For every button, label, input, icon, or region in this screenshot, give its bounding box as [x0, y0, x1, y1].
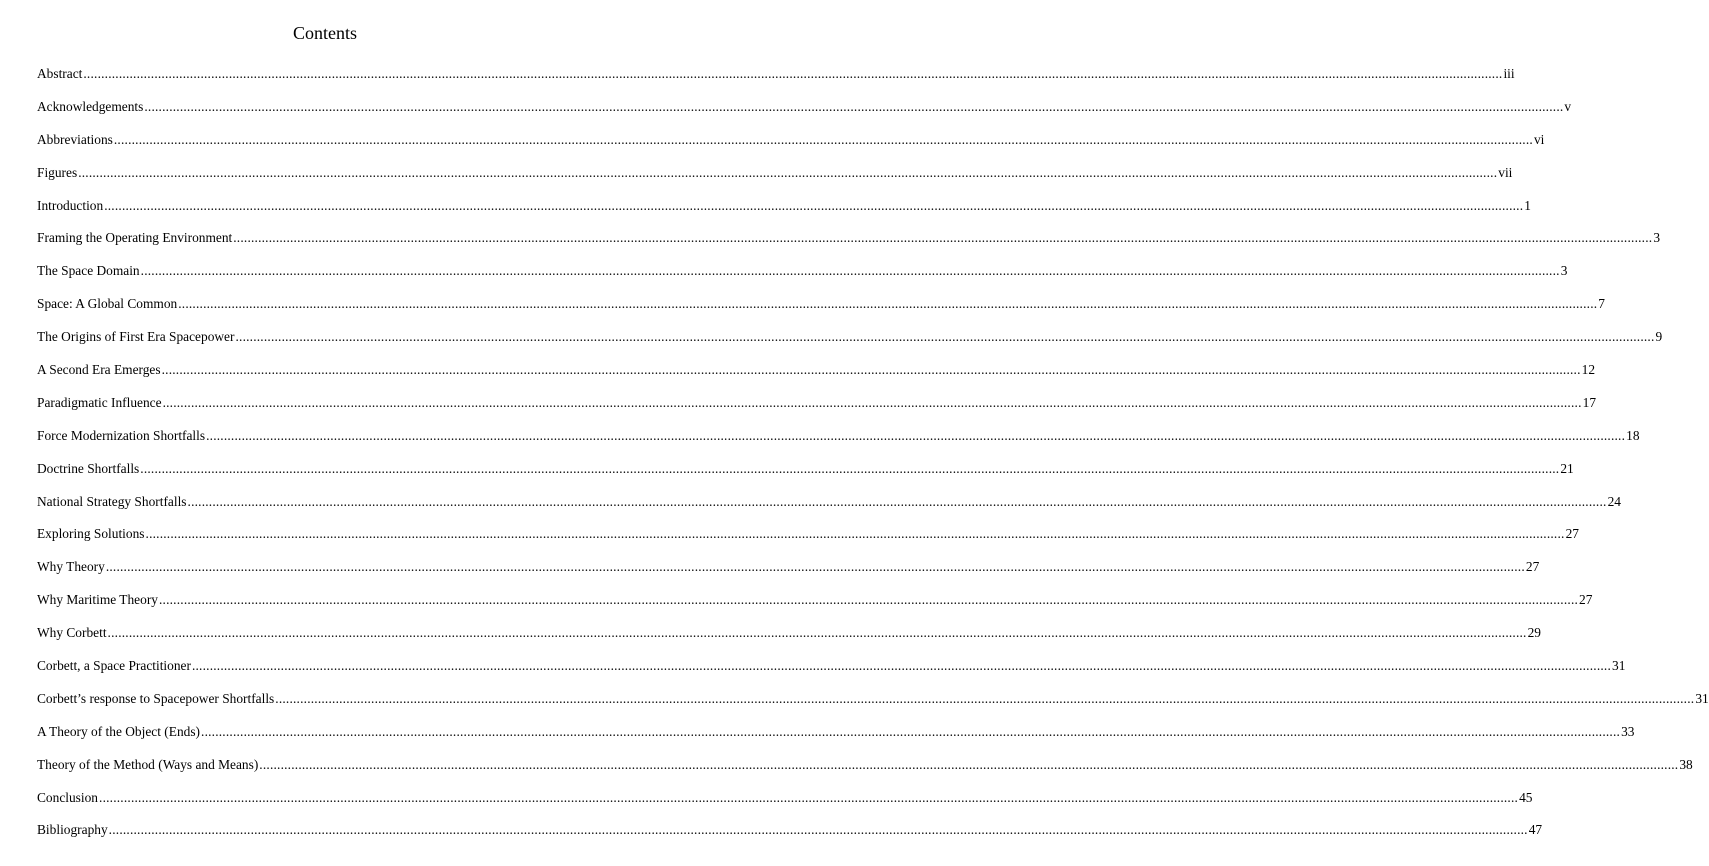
dot-leader: ................................................................................................................................................................................................................................................................................................................................................................................................................ — [275, 690, 1695, 706]
toc-entry-page-number: 18 — [1626, 427, 1640, 443]
dot-leader: ................................................................................................................................................................................................................................................................................................................................................................................................................ — [113, 131, 1533, 147]
toc-entry[interactable] — [37, 97, 1572, 130]
toc-entry[interactable] — [37, 590, 1593, 623]
toc-entry-label: National Strategy Shortfalls — [37, 493, 187, 509]
toc-entry-label: The Space Domain — [37, 263, 140, 279]
toc-entry-page-number: vi — [1533, 131, 1545, 147]
toc-entry-page-number: iii — [1503, 66, 1515, 81]
toc-entry[interactable] — [37, 788, 1533, 821]
toc-entry-page-number: 21 — [1560, 460, 1574, 476]
toc-entry[interactable] — [37, 755, 1693, 788]
toc-entry-label: Why Theory — [37, 559, 105, 575]
toc-entry[interactable] — [37, 163, 1513, 196]
toc-entry-label: Exploring Solutions — [37, 526, 145, 542]
toc-entry-page-number: 27 — [1565, 526, 1579, 542]
toc-entry-label: Space: A Global Common — [37, 296, 178, 312]
dot-leader: ................................................................................................................................................................................................................................................................................................................................................................................................................ — [99, 789, 1519, 805]
toc-entry-page-number: 9 — [1655, 329, 1663, 345]
toc-entry[interactable] — [37, 524, 1579, 557]
toc-entry-page-number: 12 — [1581, 362, 1596, 378]
toc-entry-page-number: 47 — [1528, 822, 1543, 838]
dot-leader: ................................................................................................................................................................................................................................................................................................................................................................................................................ — [108, 822, 1528, 838]
toc-entry-label: The Origins of First Era Spacepower — [37, 329, 235, 345]
dot-leader: ................................................................................................................................................................................................................................................................................................................................................................................................................ — [178, 296, 1598, 312]
toc-entry-page-number: v — [1564, 98, 1572, 114]
toc-entry[interactable] — [37, 459, 1574, 492]
dot-leader: ................................................................................................................................................................................................................................................................................................................................................................................................................ — [161, 362, 1581, 378]
toc-entry-page-number: 27 — [1579, 592, 1593, 608]
toc-entry[interactable] — [37, 689, 1709, 722]
toc-entry[interactable] — [37, 656, 1626, 689]
toc-entry-page-number: 29 — [1527, 625, 1541, 641]
toc-entry-page-number: 17 — [1582, 394, 1597, 410]
toc-entry[interactable] — [37, 228, 1661, 261]
dot-leader: ................................................................................................................................................................................................................................................................................................................................................................................................................ — [233, 230, 1653, 246]
toc-entry-label: Acknowledgements — [37, 98, 144, 114]
dot-leader: ................................................................................................................................................................................................................................................................................................................................................................................................................ — [104, 197, 1524, 213]
toc-entry[interactable] — [37, 393, 1597, 426]
dot-leader: ................................................................................................................................................................................................................................................................................................................................................................................................................ — [162, 394, 1582, 410]
dot-leader: ................................................................................................................................................................................................................................................................................................................................................................................................................ — [158, 592, 1579, 608]
toc-entry[interactable] — [37, 557, 1540, 590]
toc-entry-label: Corbett’s response to Spacepower Shortfalls — [37, 690, 275, 706]
contents-title: Contents — [292, 23, 357, 43]
toc-entry-page-number: 33 — [1621, 723, 1635, 739]
toc-entry-page-number: 3 — [1560, 263, 1568, 279]
dot-leader: ................................................................................................................................................................................................................................................................................................................................................................................................................ — [140, 460, 1560, 476]
dot-leader: ................................................................................................................................................................................................................................................................................................................................................................................................................ — [235, 329, 1655, 345]
toc-entry[interactable] — [37, 820, 1543, 853]
toc-entry-page-number: 31 — [1612, 658, 1626, 674]
toc-entry[interactable] — [37, 130, 1545, 163]
dot-leader: ................................................................................................................................................................................................................................................................................................................................................................................................................ — [78, 164, 1498, 180]
toc-entry[interactable] — [37, 360, 1596, 393]
toc-entry[interactable] — [37, 623, 1541, 656]
toc-entry-page-number: 31 — [1695, 690, 1709, 706]
toc-entry-label: Why Maritime Theory — [37, 592, 158, 608]
toc-entry-page-number: 45 — [1519, 789, 1533, 805]
toc-entry-label: Why Corbett — [37, 625, 107, 641]
toc-entry-page-number: 7 — [1598, 296, 1605, 312]
toc-entry-page-number: 38 — [1679, 756, 1693, 772]
toc-entry-page-number: 24 — [1607, 493, 1621, 509]
toc-entry-label: Conclusion — [37, 789, 99, 805]
dot-leader: ................................................................................................................................................................................................................................................................................................................................................................................................................ — [259, 756, 1679, 772]
toc-entry[interactable] — [37, 426, 1640, 459]
toc-entry-label: Theory of the Method (Ways and Means) — [37, 756, 259, 772]
dot-leader: ................................................................................................................................................................................................................................................................................................................................................................................................................ — [144, 98, 1564, 114]
toc-entry[interactable] — [37, 64, 1515, 97]
toc-entry-label: Figures — [37, 164, 78, 180]
toc-entry-label: Bibliography — [37, 822, 108, 838]
toc-entry-label: Framing the Operating Environment — [37, 230, 233, 246]
toc-entry-label: Abstract — [37, 66, 83, 81]
toc-entry-label: A Theory of the Object (Ends) — [37, 723, 201, 739]
dot-leader: ................................................................................................................................................................................................................................................................................................................................................................................................................ — [201, 723, 1621, 739]
toc-entry-label: Abbreviations — [37, 131, 113, 147]
toc-entry-label: A Second Era Emerges — [37, 362, 161, 378]
toc-entry[interactable] — [37, 722, 1635, 755]
toc-entry[interactable] — [37, 294, 1605, 327]
toc-entry-page-number: vii — [1498, 164, 1513, 180]
toc-entry-label: Force Modernization Shortfalls — [37, 427, 206, 443]
toc-entry[interactable] — [37, 492, 1621, 525]
toc-entry-page-number: 3 — [1653, 230, 1661, 246]
dot-leader: ................................................................................................................................................................................................................................................................................................................................................................................................................ — [107, 625, 1527, 641]
toc-entry-page-number: 27 — [1525, 559, 1540, 575]
toc-entry-label: Introduction — [37, 197, 104, 213]
toc-entry[interactable] — [37, 261, 1568, 294]
toc-entry-page-number: 1 — [1524, 197, 1531, 213]
dot-leader: ................................................................................................................................................................................................................................................................................................................................................................................................................ — [206, 427, 1626, 443]
dot-leader: ................................................................................................................................................................................................................................................................................................................................................................................................................ — [187, 493, 1607, 509]
dot-leader: ................................................................................................................................................................................................................................................................................................................................................................................................................ — [140, 263, 1560, 279]
dot-leader: ................................................................................................................................................................................................................................................................................................................................................................................................................ — [191, 658, 1612, 674]
toc-entry-label: Paradigmatic Influence — [37, 394, 162, 410]
table-of-contents — [37, 64, 1709, 853]
dot-leader: ................................................................................................................................................................................................................................................................................................................................................................................................................ — [83, 66, 1503, 81]
toc-entry-label: Doctrine Shortfalls — [37, 460, 140, 476]
toc-entry-label: Corbett, a Space Practitioner — [37, 658, 191, 674]
toc-entry[interactable] — [37, 196, 1531, 229]
toc-entry[interactable] — [37, 327, 1663, 360]
dot-leader: ................................................................................................................................................................................................................................................................................................................................................................................................................ — [145, 526, 1565, 542]
dot-leader: ................................................................................................................................................................................................................................................................................................................................................................................................................ — [105, 559, 1525, 575]
